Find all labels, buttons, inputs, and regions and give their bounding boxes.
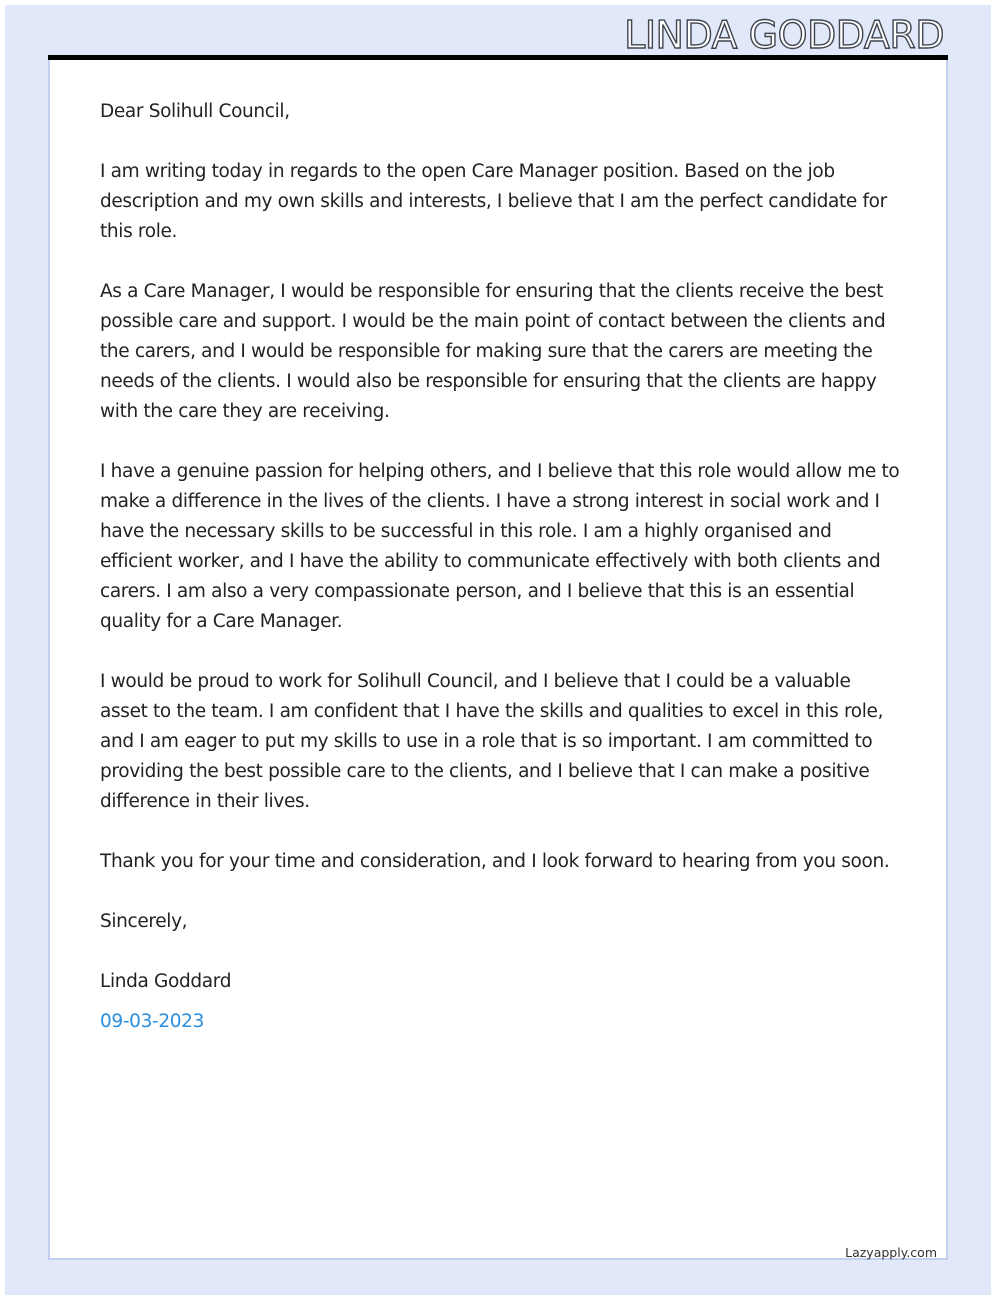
watermark-text: Lazyapply.com <box>845 1245 937 1260</box>
salutation: Dear Solihull Council, <box>100 101 290 122</box>
signature-name: Linda Goddard <box>100 971 232 992</box>
letter-body <box>100 97 900 1067</box>
paragraph-qualifications: I have a genuine passion for helping others, and I believe that this role would allow me to make a difference in the lives of the clients. I have a strong interest in social work and I have the necessary skills to be successful in this role. I am a highly organised and efficient worker, and I have the ability to communicate effectively with both clients and carers. I am also a very compassionate person, and I believe that this is an essential quality for a Care Manager. <box>100 461 900 632</box>
letter-date: 09-03-2023 <box>100 1011 205 1032</box>
paragraph-thanks: Thank you for your time and consideration, and I look forward to hearing from you soon. <box>100 851 890 872</box>
applicant-name-header: LINDA GODDARD <box>624 13 944 57</box>
paragraph-motivation: I would be proud to work for Solihull Council, and I believe that I could be a valuable asset to the team. I am confident that I have the skills and qualities to excel in this role, and I am eager to put my skills to use in a role that is so important. I am committed to providing the best possible care to the clients, and I believe that I can make a positive difference in their lives. <box>100 671 884 812</box>
paragraph-responsibilities: As a Care Manager, I would be responsible for ensuring that the clients receive the best possible care and support. I would be the main point of contact between the clients and the carers, and I would be responsible for making sure that the carers are meeting the needs of the clients. I would also be responsible for ensuring that the clients are happy with the care they are receiving. <box>100 281 886 422</box>
paragraph-intro: I am writing today in regards to the open Care Manager position. Based on the job description and my own skills and interests, I believe that I am the perfect candidate for this role. <box>100 161 887 242</box>
closing: Sincerely, <box>100 911 188 932</box>
